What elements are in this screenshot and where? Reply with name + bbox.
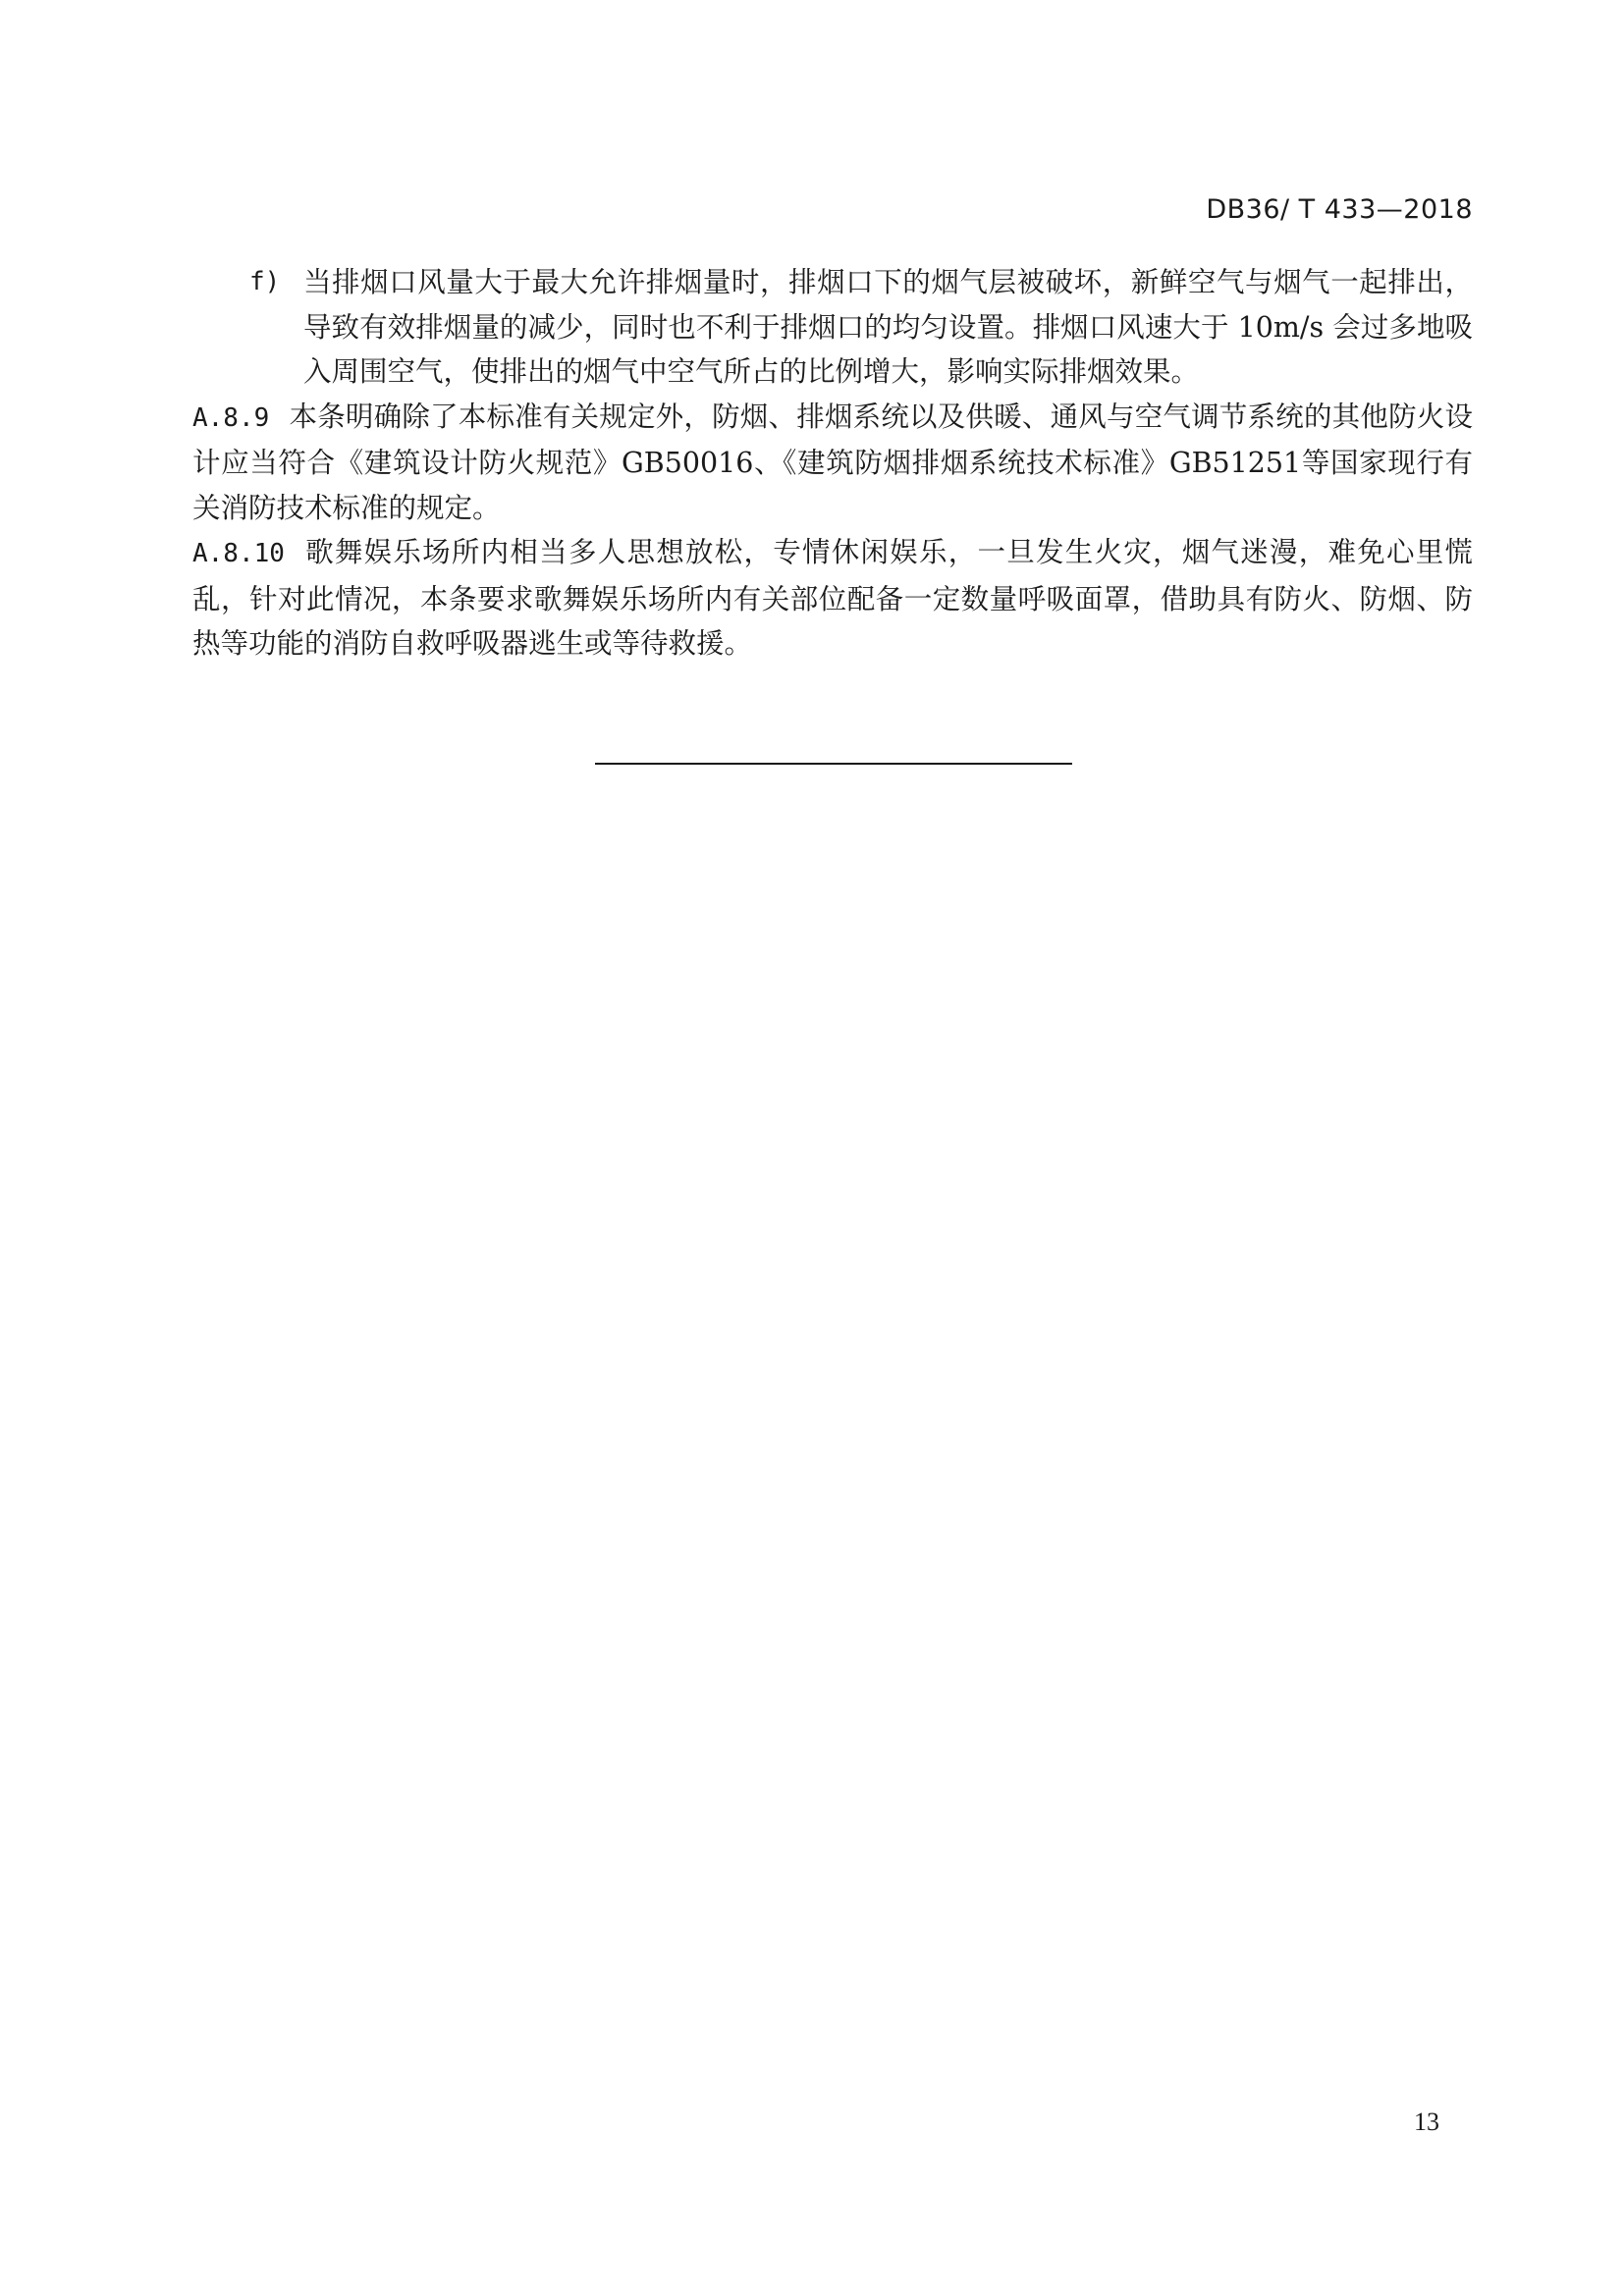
clause-text: 本条明确除了本标准有关规定外，防烟、排烟系统以及供暖、通风与空气调节系统的其他防火设计应当符合《建筑设计防火规范》GB50016、《建筑防烟排烟系统技术标准》GB51251等国家现行有关消防技术标准的规定。: [192, 400, 1473, 524]
page-number: 13: [1414, 2108, 1439, 2136]
clause-a-8-10: [192, 530, 1473, 667]
list-item-text: 当排烟口风量大于最大允许排烟量时，排烟口下的烟气层被破坏，新鲜空气与烟气一起排出，导致有效排烟量的减少，同时也不利于排烟口的均匀设置。排烟口风速大于 10m/s 会过多地吸入周围空气，使排出的烟气中空气所占的比例增大，影响实际排烟效果。: [303, 266, 1473, 388]
clause-a-8-9: [192, 395, 1473, 531]
document-body: [192, 260, 1473, 667]
end-of-document-rule: [595, 763, 1072, 765]
list-item-marker: f): [249, 267, 281, 296]
clause-number: A.8.10: [192, 539, 285, 568]
list-item-f: [192, 260, 1473, 395]
clause-number: A.8.9: [192, 402, 270, 433]
clause-text: 歌舞娱乐场所内相当多人思想放松，专情休闲娱乐，一旦发生火灾，烟气迷漫，难免心里慌乱，针对此情况，本条要求歌舞娱乐场所内有关部位配备一定数量呼吸面罩，借助具有防火、防烟、防热等功能的消防自救呼吸器逃生或等待救援。: [192, 536, 1473, 660]
document-code: DB36/ T 433—2018: [1206, 194, 1473, 225]
